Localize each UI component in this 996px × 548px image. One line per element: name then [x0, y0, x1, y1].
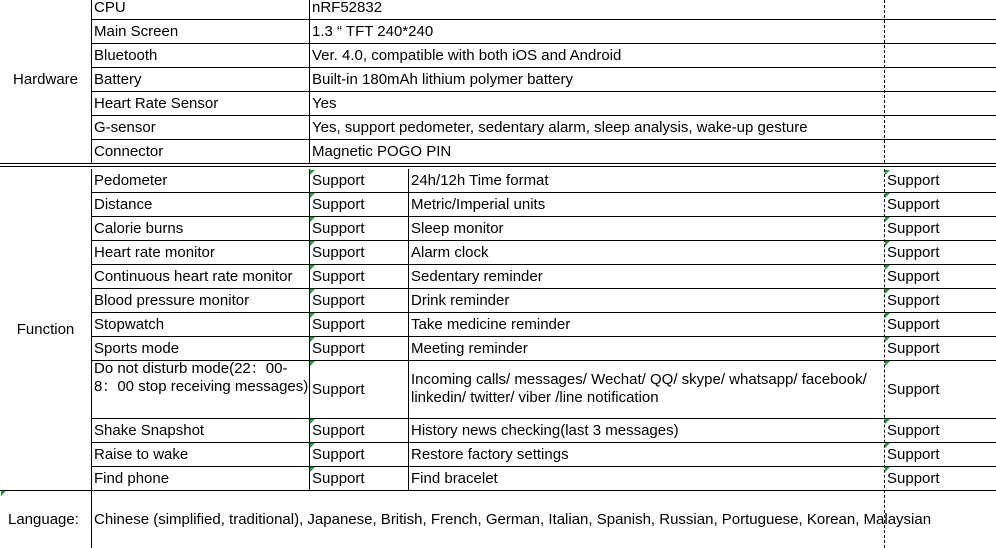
section-label-function: Function: [16, 321, 75, 338]
cell-comment-marker: [310, 313, 315, 318]
function-item-feature: History news checking(last 3 messages): [411, 421, 679, 439]
function-item-support: Support: [312, 421, 365, 439]
hardware-item-value: Magnetic POGO PIN: [312, 142, 452, 160]
function-item-name: Blood pressure monitor: [94, 291, 250, 309]
function-item-name: Continuous heart rate monitor: [94, 267, 293, 285]
cell-comment-marker: [885, 217, 890, 222]
function-item-support: Support: [312, 339, 365, 357]
cell-comment-marker: [310, 193, 315, 198]
function-item-support: Support: [312, 243, 365, 261]
function-item-name: Find phone: [94, 469, 170, 487]
function-item-name: Do not disturb mode(22：00-8：00 stop receiving messages): [94, 360, 309, 395]
cell-comment-marker: [885, 170, 890, 175]
cell-comment-marker: [310, 337, 315, 342]
function-item-support: Support: [312, 291, 365, 309]
function-item-feature: Meeting reminder: [411, 339, 528, 357]
hardware-item-name: Heart Rate Sensor: [94, 94, 219, 112]
function-item-support: Support: [312, 172, 365, 189]
function-item-feature: Sleep monitor: [411, 219, 504, 237]
function-item-feature: Take medicine reminder: [411, 315, 571, 333]
function-item-feature: Find bracelet: [411, 469, 498, 487]
section-separator: [0, 163, 996, 167]
function-item-name: Raise to wake: [94, 445, 189, 463]
function-item-support-2: Support: [887, 380, 940, 398]
function-item-name: Stopwatch: [94, 315, 165, 333]
function-item-feature: Restore factory settings: [411, 445, 569, 463]
cell-comment-marker: [885, 241, 890, 246]
cell-comment-marker: [310, 241, 315, 246]
function-item-support-2: Support: [887, 195, 940, 213]
cell-comment-marker: [885, 467, 890, 472]
function-item-name: Distance: [94, 195, 153, 213]
gridline-vertical: [91, 490, 92, 548]
function-item-feature: 24h/12h Time format: [411, 172, 549, 189]
gridline-vertical-dashed: [884, 0, 885, 163]
cell-comment-marker: [310, 265, 315, 270]
cell-comment-marker: [885, 443, 890, 448]
hardware-item-name: Bluetooth: [94, 46, 158, 64]
gridline-vertical: [309, 169, 310, 490]
function-item-support: Support: [312, 267, 365, 285]
cell-comment-marker: [885, 361, 890, 366]
gridline-vertical: [309, 0, 310, 163]
function-item-feature: Alarm clock: [411, 243, 489, 261]
language-label: Language:: [8, 510, 79, 528]
cell-comment-marker: [310, 443, 315, 448]
function-item-support-2: Support: [887, 243, 940, 261]
gridline-vertical: [408, 169, 409, 490]
cell-comment-marker: [885, 313, 890, 318]
cell-comment-marker: [310, 419, 315, 424]
function-item-support-2: Support: [887, 421, 940, 439]
hardware-item-name: Main Screen: [94, 22, 179, 40]
cell-comment-marker: [310, 361, 315, 366]
hardware-item-name: CPU: [94, 0, 126, 16]
cell-comment-marker: [885, 265, 890, 270]
function-item-name: Pedometer: [94, 172, 168, 189]
function-item-support-2: Support: [887, 469, 940, 487]
hardware-item-value: Yes, support pedometer, sedentary alarm, sleep analysis, wake-up gesture: [312, 118, 808, 136]
function-item-feature: Metric/Imperial units: [411, 195, 546, 213]
function-item-support-2: Support: [887, 315, 940, 333]
cell-comment-marker: [885, 419, 890, 424]
hardware-item-value: Ver. 4.0, compatible with both iOS and Android: [312, 46, 622, 64]
function-item-support: Support: [312, 445, 365, 463]
function-item-name: Heart rate monitor: [94, 243, 215, 261]
gridline-vertical: [91, 0, 92, 163]
function-item-feature: Sedentary reminder: [411, 267, 543, 285]
cell-comment-marker: [310, 289, 315, 294]
hardware-item-value: 1.3 “ TFT 240*240: [312, 22, 434, 40]
hardware-item-value: nRF52832: [312, 0, 383, 16]
cell-comment-marker: [885, 193, 890, 198]
hardware-item-value: Built-in 180mAh lithium polymer battery: [312, 70, 573, 88]
gridline-vertical: [91, 169, 92, 490]
function-item-support: Support: [312, 469, 365, 487]
function-item-support-2: Support: [887, 267, 940, 285]
cell-comment-marker: [310, 467, 315, 472]
language-list: Chinese (simplified, traditional), Japanese, British, French, German, Italian, Spanish, Russian, Portuguese, Korean, Malaysian: [94, 510, 932, 528]
function-item-feature: Drink reminder: [411, 291, 510, 309]
section-label-hardware: Hardware: [12, 71, 79, 88]
function-item-support-2: Support: [887, 219, 940, 237]
hardware-item-name: Connector: [94, 142, 164, 160]
function-item-feature: Incoming calls/ messages/ Wechat/ QQ/ skype/ whatsapp/ facebook/ linkedin/ twitter/ viber /line notification: [411, 371, 867, 406]
cell-comment-marker: [310, 217, 315, 222]
function-item-support: Support: [312, 380, 365, 398]
function-item-support: Support: [312, 315, 365, 333]
cell-comment-marker: [310, 170, 315, 175]
cell-comment-marker: [885, 337, 890, 342]
function-item-support-2: Support: [887, 445, 940, 463]
cell-comment-marker: [885, 289, 890, 294]
hardware-item-name: G-sensor: [94, 118, 156, 136]
function-item-support: Support: [312, 219, 365, 237]
function-item-name: Shake Snapshot: [94, 421, 205, 439]
function-item-support-2: Support: [887, 291, 940, 309]
function-item-support-2: Support: [887, 172, 940, 189]
hardware-item-name: Battery: [94, 70, 142, 88]
function-item-name: Calorie burns: [94, 219, 184, 237]
hardware-item-value: Yes: [312, 94, 337, 112]
function-item-name: Sports mode: [94, 339, 180, 357]
function-item-support-2: Support: [887, 339, 940, 357]
function-item-support: Support: [312, 195, 365, 213]
